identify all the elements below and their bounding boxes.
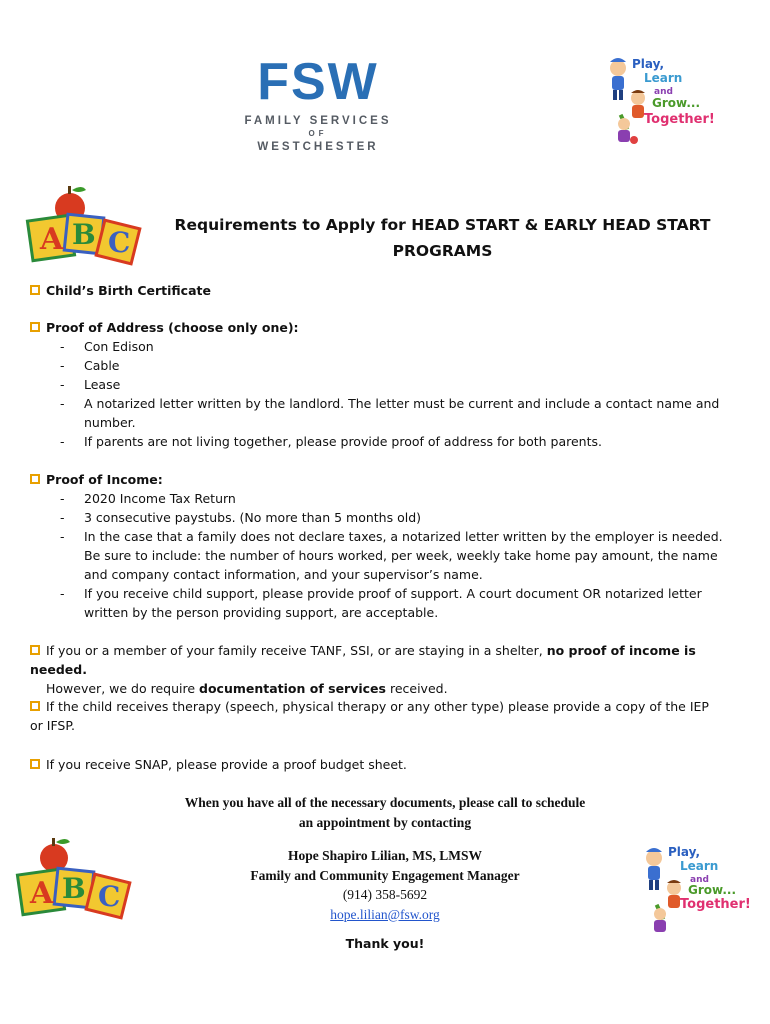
contact-intro-2: an appointment by contacting — [298, 814, 472, 830]
checkbox-icon — [30, 322, 40, 332]
abc-b: B — [72, 218, 96, 251]
fsw-logo-letters: FSW — [257, 53, 379, 111]
tanf-text-3: received. — [385, 681, 448, 696]
address-heading: Proof of Address (choose only one): — [46, 320, 299, 335]
abc-a: A — [40, 222, 64, 257]
list-item: - Lease — [30, 375, 730, 394]
proof-of-address-section — [30, 318, 730, 451]
abc-a: A — [30, 876, 54, 911]
checkbox-icon — [30, 285, 40, 295]
abc-blocks-image-bottom — [14, 832, 134, 924]
thank-you-text: Thank you! — [345, 936, 425, 951]
birth-certificate-label: Child’s Birth Certificate — [46, 283, 211, 298]
proof-of-income-section — [30, 470, 730, 622]
snap-text: If you receive SNAP, please provide a proof budget sheet. — [46, 757, 407, 772]
checkbox-icon — [30, 645, 40, 655]
plg-together: Together! — [644, 112, 715, 127]
plg-play: Play, — [632, 57, 665, 71]
abc-blocks-image — [22, 178, 142, 270]
plg-and: and — [690, 875, 709, 885]
list-item: - If parents are not living together, please provide proof of address for both parents. — [30, 432, 730, 451]
fsw-logo-line2: OF — [308, 129, 328, 138]
plg-learn: Learn — [644, 71, 683, 85]
therapy-paragraph — [30, 697, 720, 735]
tanf-bold-2: documentation of services — [199, 681, 386, 696]
title-line2: PROGRAMS — [392, 242, 493, 260]
contact-intro-1: When you have all of the necessary documents, please call to schedule — [184, 795, 586, 810]
contact-name: Hope Shapiro Lilian, MS, LMSW — [287, 848, 483, 863]
fsw-logo-line3: WESTCHESTER — [257, 141, 379, 153]
income-list — [30, 489, 730, 622]
contact-email-link[interactable]: hope.lilian@fsw.org — [330, 906, 440, 922]
list-item: - 3 consecutive paystubs. (No more than 5 months old) — [30, 508, 730, 527]
plg-grow: Grow... — [688, 883, 737, 897]
fsw-logo — [244, 53, 392, 162]
play-learn-grow-logo — [604, 52, 724, 147]
title-line1: Requirements to Apply for HEAD START & EARLY HEAD START — [174, 216, 711, 234]
page-title — [150, 212, 735, 264]
plg-and: and — [654, 87, 673, 97]
list-item: - If you receive child support, please provide proof of support. A court document OR notarized letter written by the person providing support, are acceptable. — [30, 584, 730, 622]
abc-c: C — [98, 880, 121, 913]
contact-block — [150, 793, 620, 951]
tanf-bold-1: no proof of income is needed. — [30, 643, 696, 677]
list-item: - 2020 Income Tax Return — [30, 489, 730, 508]
plg-grow: Grow... — [652, 96, 701, 110]
tanf-paragraph — [30, 641, 740, 698]
contact-phone: (914) 358-5692 — [342, 887, 428, 902]
snap-paragraph — [30, 755, 720, 774]
play-learn-grow-logo-bottom — [640, 842, 760, 937]
therapy-text: If the child receives therapy (speech, physical therapy or any other type) please provide a copy of the IEP or IFSP. — [30, 699, 709, 733]
list-item: - Cable — [30, 356, 730, 375]
fsw-logo-line1: FAMILY SERVICES — [244, 115, 392, 127]
tanf-text-1: If you or a member of your family receive TANF, SSI, or are staying in a shelter, — [46, 643, 547, 658]
birth-certificate-item — [30, 281, 211, 300]
address-list — [30, 337, 730, 451]
plg-play: Play, — [668, 845, 701, 859]
abc-b: B — [62, 872, 86, 905]
list-item: - In the case that a family does not declare taxes, a notarized letter written by the employer is needed. Be sure to include: the number of hours worked, per week, weekly take home pay amount, the name and company contact information, and your supervisor’s name. — [30, 527, 730, 584]
checkbox-icon — [30, 759, 40, 769]
plg-learn: Learn — [680, 859, 719, 873]
tanf-text-2: However, we do require — [46, 681, 199, 696]
checkbox-icon — [30, 474, 40, 484]
list-item: - Con Edison — [30, 337, 730, 356]
income-heading: Proof of Income: — [46, 472, 163, 487]
plg-together: Together! — [680, 897, 751, 912]
abc-c: C — [108, 226, 131, 259]
contact-role: Family and Community Engagement Manager — [250, 867, 520, 883]
list-item: - A notarized letter written by the landlord. The letter must be current and include a contact name and number. — [30, 394, 730, 432]
checkbox-icon — [30, 701, 40, 711]
